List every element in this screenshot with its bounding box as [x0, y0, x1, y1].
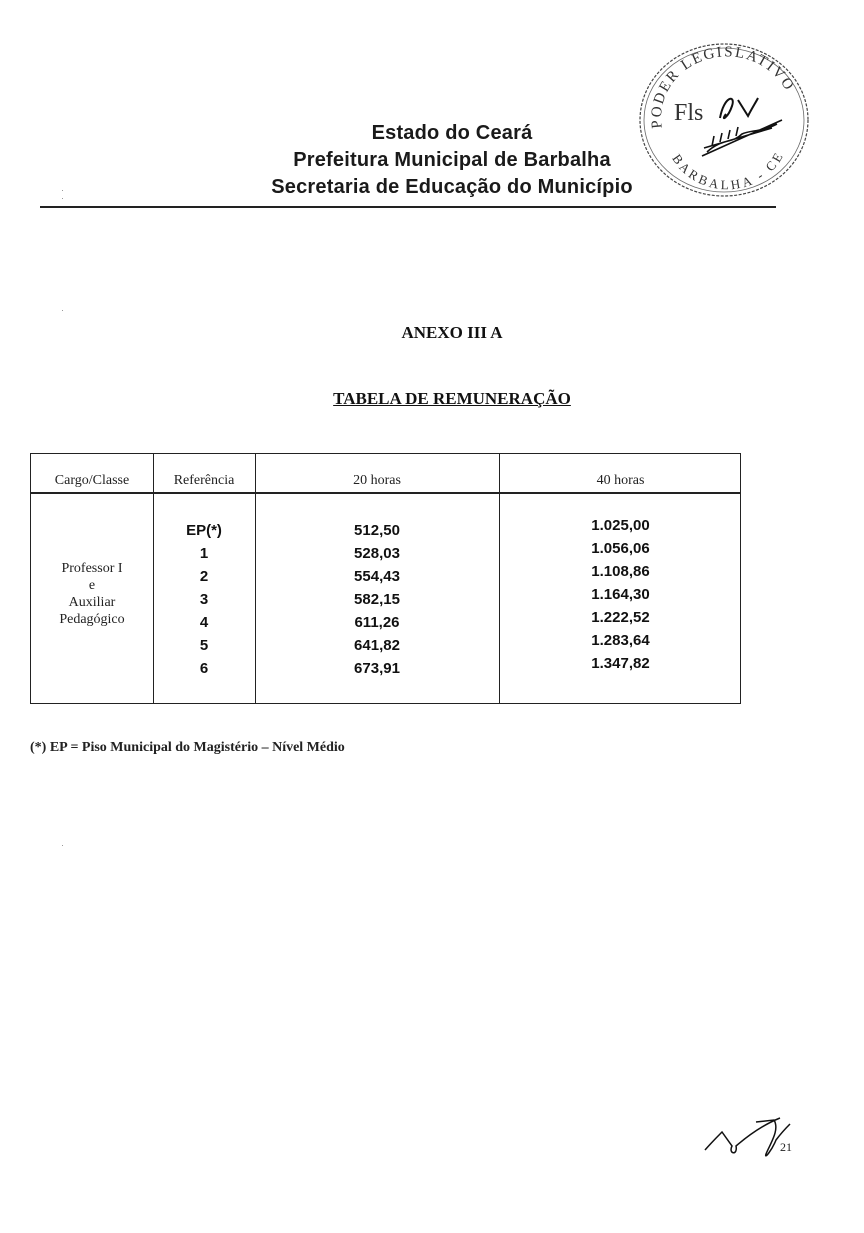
value-20h-cell: 611,26: [354, 614, 400, 631]
salary-table: [30, 453, 741, 704]
svg-text:PODER LEGISLATIVO: [649, 44, 798, 129]
value-20h-cell: 554,43: [354, 568, 400, 585]
ref-cell: 4: [199, 614, 209, 631]
header-40-horas: 40 horas: [596, 473, 645, 488]
cargo-cell: [31, 560, 153, 628]
stamp-outer-text: PODER LEGISLATIVO: [648, 44, 798, 130]
ref-cell: EP(*): [186, 522, 222, 539]
stamp-fls-label: Fls: [674, 100, 704, 126]
ref-cell: 6: [199, 660, 209, 677]
header-20-horas: 20 horas: [353, 473, 401, 488]
value-40h-cell: 1.025,00: [591, 517, 650, 534]
40-horas-column: [499, 514, 742, 675]
value-20h-cell: 582,15: [354, 591, 400, 608]
annex-title: ANEXO III A: [401, 323, 503, 342]
ref-cell: 5: [199, 637, 209, 654]
stamp-bottom-text: BARBALHA - CE: [669, 147, 788, 193]
legislative-stamp-icon: [632, 38, 812, 208]
table-title: TABELA DE REMUNERAÇÃO: [333, 389, 571, 408]
value-20h-cell: 528,03: [354, 545, 400, 562]
header-referencia: Referência: [173, 473, 235, 488]
value-40h-cell: 1.108,86: [591, 563, 650, 580]
cargo-line: Auxiliar: [68, 595, 116, 610]
scan-speck: [62, 845, 63, 846]
value-20h-cell: 641,82: [354, 637, 400, 654]
scan-speck: [62, 310, 63, 311]
value-20h-cell: 673,91: [354, 660, 400, 677]
ref-cell: 2: [199, 568, 209, 585]
value-40h-cell: 1.056,06: [591, 540, 650, 557]
value-40h-cell: 1.347,82: [591, 655, 650, 672]
header-cargo-classe: Cargo/Classe: [54, 473, 130, 488]
scan-speck: [62, 198, 63, 199]
cargo-line: Professor I: [61, 561, 123, 576]
ref-cell: 1: [199, 545, 209, 562]
header-prefecture: Prefeitura Municipal de Barbalha: [293, 149, 611, 171]
page-number: 21: [780, 1140, 792, 1154]
referencia-column: [153, 519, 255, 680]
header-secretariat: Secretaria de Educação do Município: [271, 176, 633, 198]
signature-icon: [700, 1110, 810, 1165]
value-40h-cell: 1.164,30: [591, 586, 650, 603]
header-state: Estado do Ceará: [371, 122, 533, 144]
scan-speck: [62, 190, 63, 191]
20-horas-column: [255, 519, 499, 680]
value-40h-cell: 1.283,64: [591, 632, 650, 649]
value-20h-cell: 512,50: [354, 522, 400, 539]
footnote: (*) EP = Piso Municipal do Magistério – Nível Médio: [30, 740, 345, 755]
ref-cell: 3: [199, 591, 209, 608]
value-40h-cell: 1.222,52: [591, 609, 650, 626]
cargo-line: Pedagógico: [59, 612, 125, 627]
svg-text:BARBALHA - CE: [669, 148, 787, 192]
cargo-line: e: [88, 578, 96, 593]
header-row-divider: [31, 492, 740, 494]
